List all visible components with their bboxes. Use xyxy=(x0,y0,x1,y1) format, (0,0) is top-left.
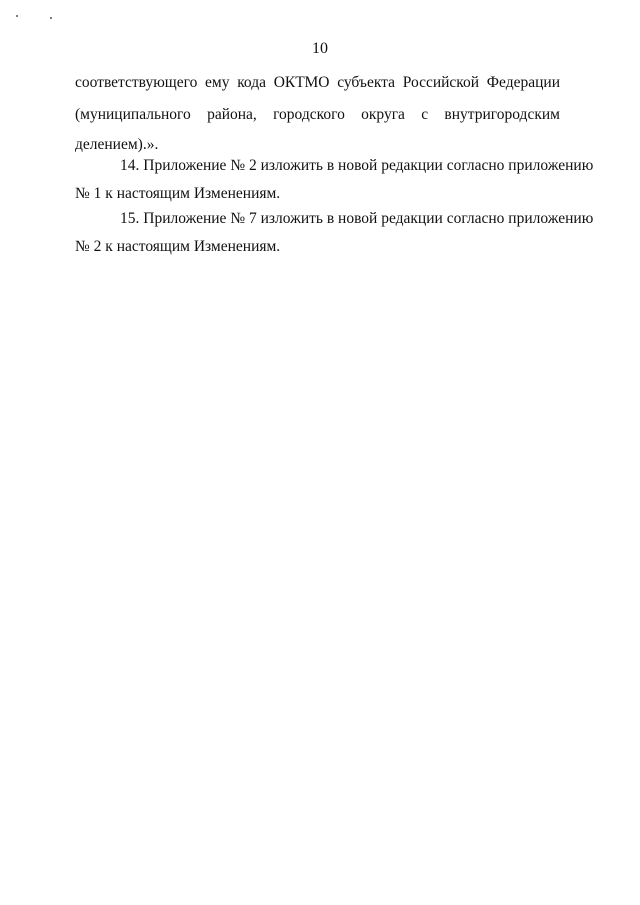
word: округа xyxy=(361,106,405,123)
word: ОКТМО xyxy=(273,74,330,91)
list-item-14 xyxy=(75,153,594,207)
scan-speck xyxy=(50,17,52,19)
scan-speck xyxy=(16,15,18,17)
text-line: № 2 к настоящим Изменениям. xyxy=(75,238,281,255)
paragraph-continuation xyxy=(75,70,560,158)
word: (муниципального xyxy=(75,106,191,123)
text-line xyxy=(75,102,560,128)
text-line: № 1 к настоящим Изменениям. xyxy=(75,185,281,202)
word: внутригородским xyxy=(444,106,560,123)
word: с xyxy=(421,106,429,123)
text-line xyxy=(75,70,560,96)
text-line: делением).». xyxy=(75,136,159,153)
word: Федерации xyxy=(486,74,560,91)
word: кода xyxy=(237,74,267,91)
list-item-15 xyxy=(75,206,594,260)
text-line: 15. Приложение № 7 изложить в новой редакции согласно приложению xyxy=(120,210,594,227)
text-line: 14. Приложение № 2 изложить в новой редакции согласно приложению xyxy=(120,157,594,174)
page-number: 10 xyxy=(312,40,328,57)
word: соответствующего xyxy=(75,74,198,91)
word: района, xyxy=(207,106,257,123)
word: городского xyxy=(273,106,345,123)
word: субъекта xyxy=(337,74,395,91)
word: Российской xyxy=(402,74,480,91)
word: ему xyxy=(205,74,230,91)
